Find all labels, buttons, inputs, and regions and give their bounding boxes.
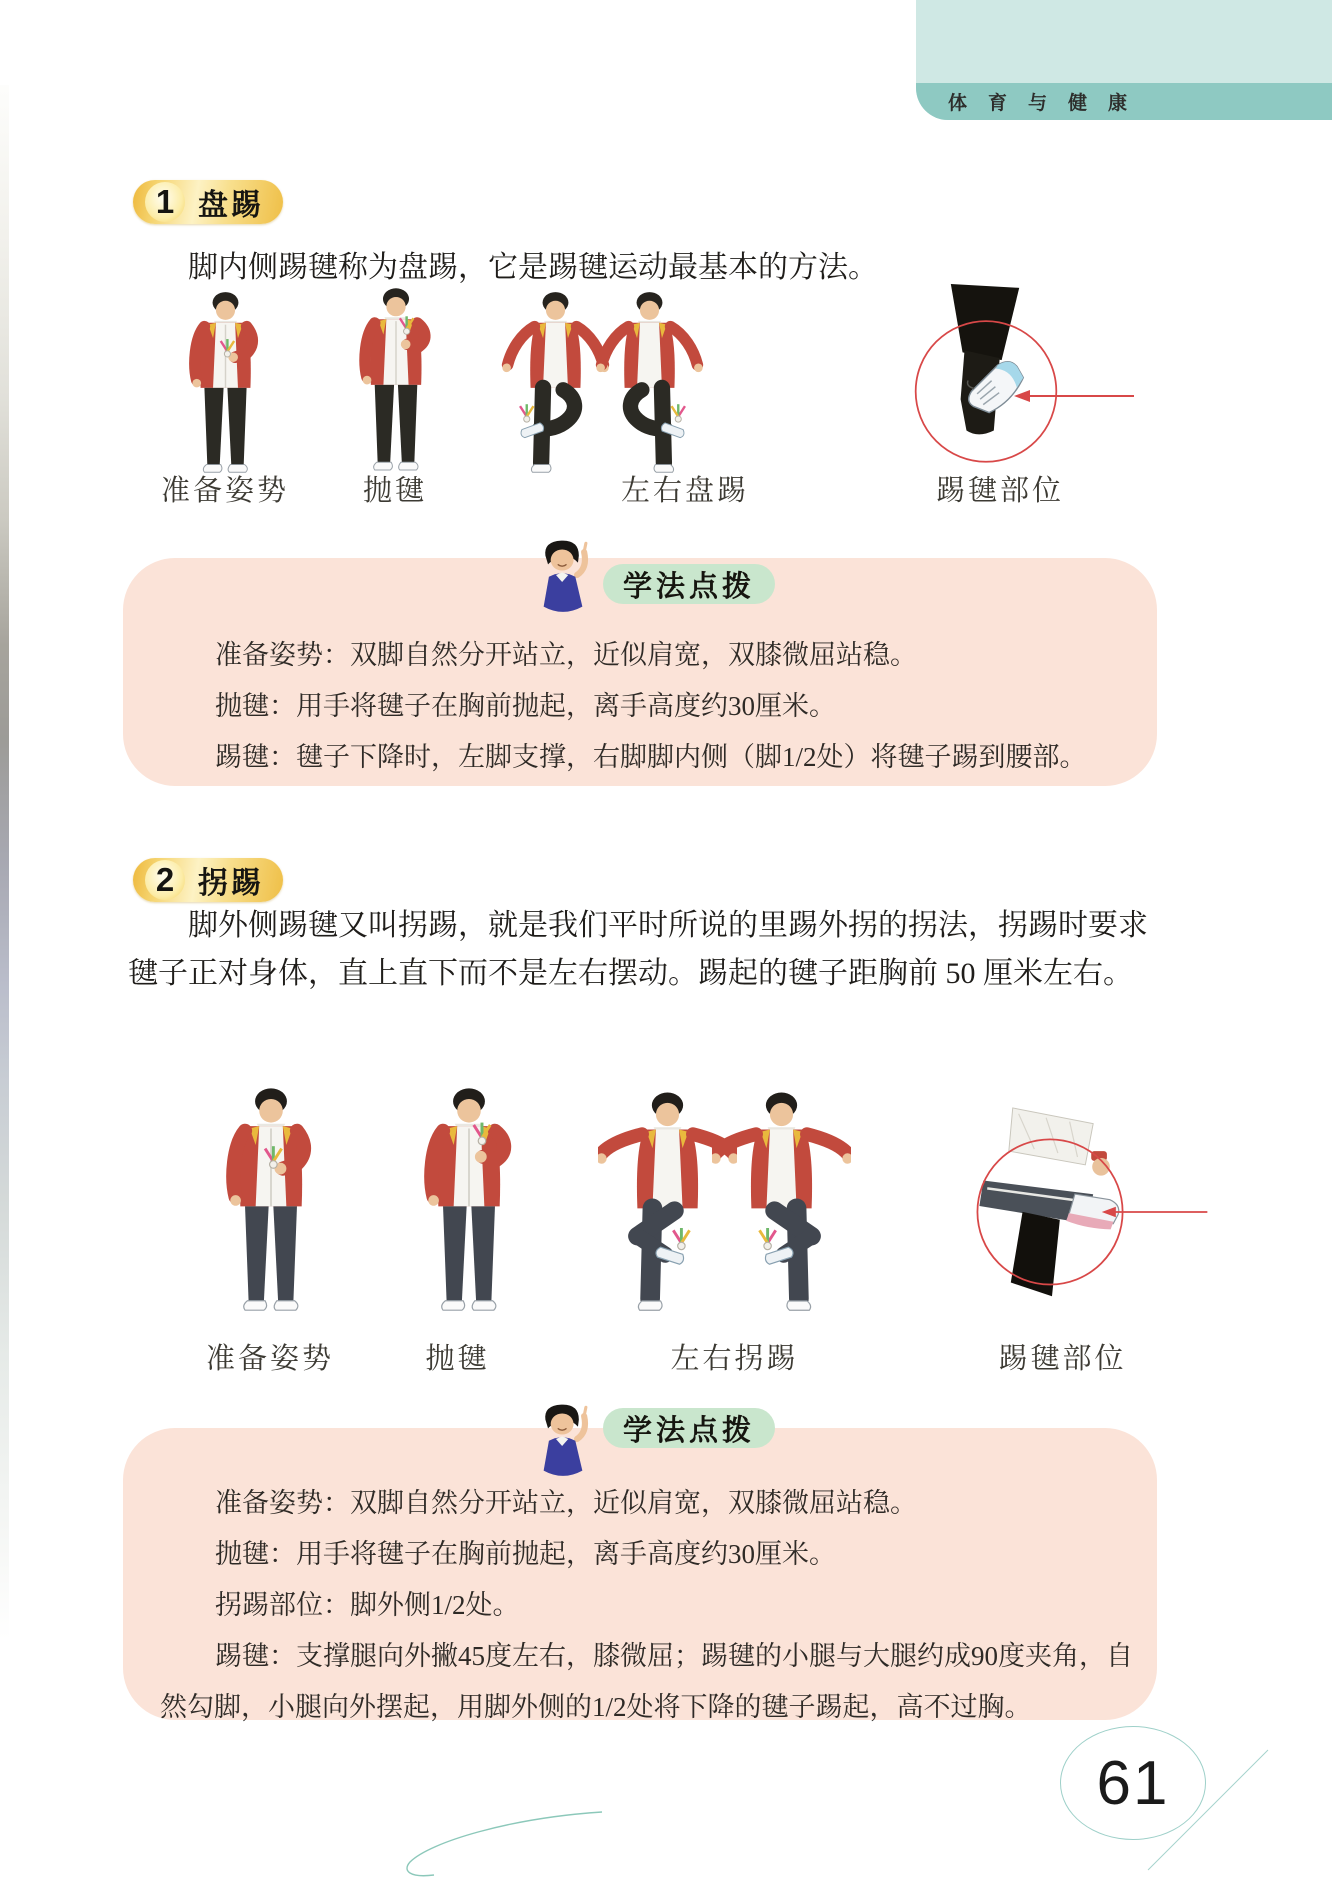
section-1-number: 1 <box>145 182 185 222</box>
tips-pill-1 <box>603 564 775 604</box>
page-number: 61 <box>1096 1748 1170 1818</box>
section-1-title: 盘踢 <box>198 189 264 222</box>
section-2-number: 2 <box>145 860 185 900</box>
figure-kick-right-boy <box>592 290 707 482</box>
figure-prep-pose-girl <box>200 1086 342 1322</box>
figure-kick-right-girl <box>712 1090 851 1322</box>
section-1-intro: 脚内侧踢毽称为盘踢，它是踢毽运动最基本的方法。 <box>188 251 878 284</box>
mascot-boy-icon <box>524 538 602 626</box>
tips-text-1 <box>160 630 1135 783</box>
caption-kick-area-1: 踢毽部位 <box>935 475 1064 507</box>
caption-prep-pose-1: 准备姿势 <box>160 475 289 507</box>
tip-1-prep: 准备姿势：双脚自然分开站立，近似肩宽，双膝微屈站稳。 <box>215 640 917 670</box>
section-1-pill <box>133 180 283 224</box>
caption-prep-pose-2: 准备姿势 <box>205 1343 334 1375</box>
page-header <box>916 0 1332 120</box>
tips-pill-2 <box>603 1408 775 1448</box>
tip-2-toss: 抛毽：用手将毽子在胸前抛起，离手高度约30厘米。 <box>215 1539 836 1569</box>
red-arrow-icon <box>1012 388 1137 404</box>
kick-area-detail-inner-foot <box>888 282 1084 492</box>
caption-toss-1: 抛毽 <box>362 475 427 507</box>
header-band <box>916 83 1332 120</box>
diagonal-line-decoration <box>1140 1746 1275 1876</box>
tips-label-2: 学法点拨 <box>622 1414 755 1447</box>
red-arrow-icon-2 <box>1100 1204 1210 1220</box>
tip-2-area: 拐踢部位：脚外侧1/2处。 <box>215 1590 520 1620</box>
header-title: 体育与健康 <box>948 93 1149 114</box>
section-2-title: 拐踢 <box>198 867 264 900</box>
tip-2-prep: 准备姿势：双脚自然分开站立，近似肩宽，双膝微屈站稳。 <box>215 1488 917 1518</box>
caption-kick-area-2: 踢毽部位 <box>998 1343 1127 1375</box>
figure-toss-boy <box>338 286 454 480</box>
section-2-intro-line-2: 毽子正对身体，直上直下而不是左右摆动。踢起的毽子距胸前 50 厘米左右。 <box>128 957 1133 990</box>
page-edge-strip <box>0 85 9 1640</box>
mascot-boy-icon-2 <box>524 1402 602 1490</box>
arc-decoration <box>390 1802 610 1882</box>
tips-text-2 <box>160 1478 1135 1733</box>
caption-guai-kick: 左右拐踢 <box>670 1343 799 1375</box>
section-2-intro-line-1: 脚外侧踢毽又叫拐踢，就是我们平时所说的里踢外拐的拐法，拐踢时要求 <box>188 909 1148 942</box>
tip-1-toss: 抛毽：用手将毽子在胸前抛起，离手高度约30厘米。 <box>215 691 836 721</box>
tips-label-1: 学法点拨 <box>622 570 755 603</box>
section-2-intro <box>128 902 1208 998</box>
tip-1-kick: 踢毽：毽子下降时，左脚支撑，右脚脚内侧（脚1/2处）将毽子踢到腰部。 <box>215 742 1087 772</box>
figure-toss-girl <box>398 1086 540 1322</box>
tip-2-kick: 踢毽：支撑腿向外撇45度左右，膝微屈；踢毽的小腿与大腿约成90度夹角，自然勾脚，小腿向外摆起，用脚外侧的1/2处将下降的毽子踢起，高不过胸。 <box>160 1641 1133 1722</box>
figure-prep-pose-boy <box>168 290 283 482</box>
section-2-pill <box>133 858 283 902</box>
caption-toss-2: 抛毽 <box>425 1343 490 1375</box>
caption-pan-kick: 左右盘踢 <box>620 475 749 507</box>
